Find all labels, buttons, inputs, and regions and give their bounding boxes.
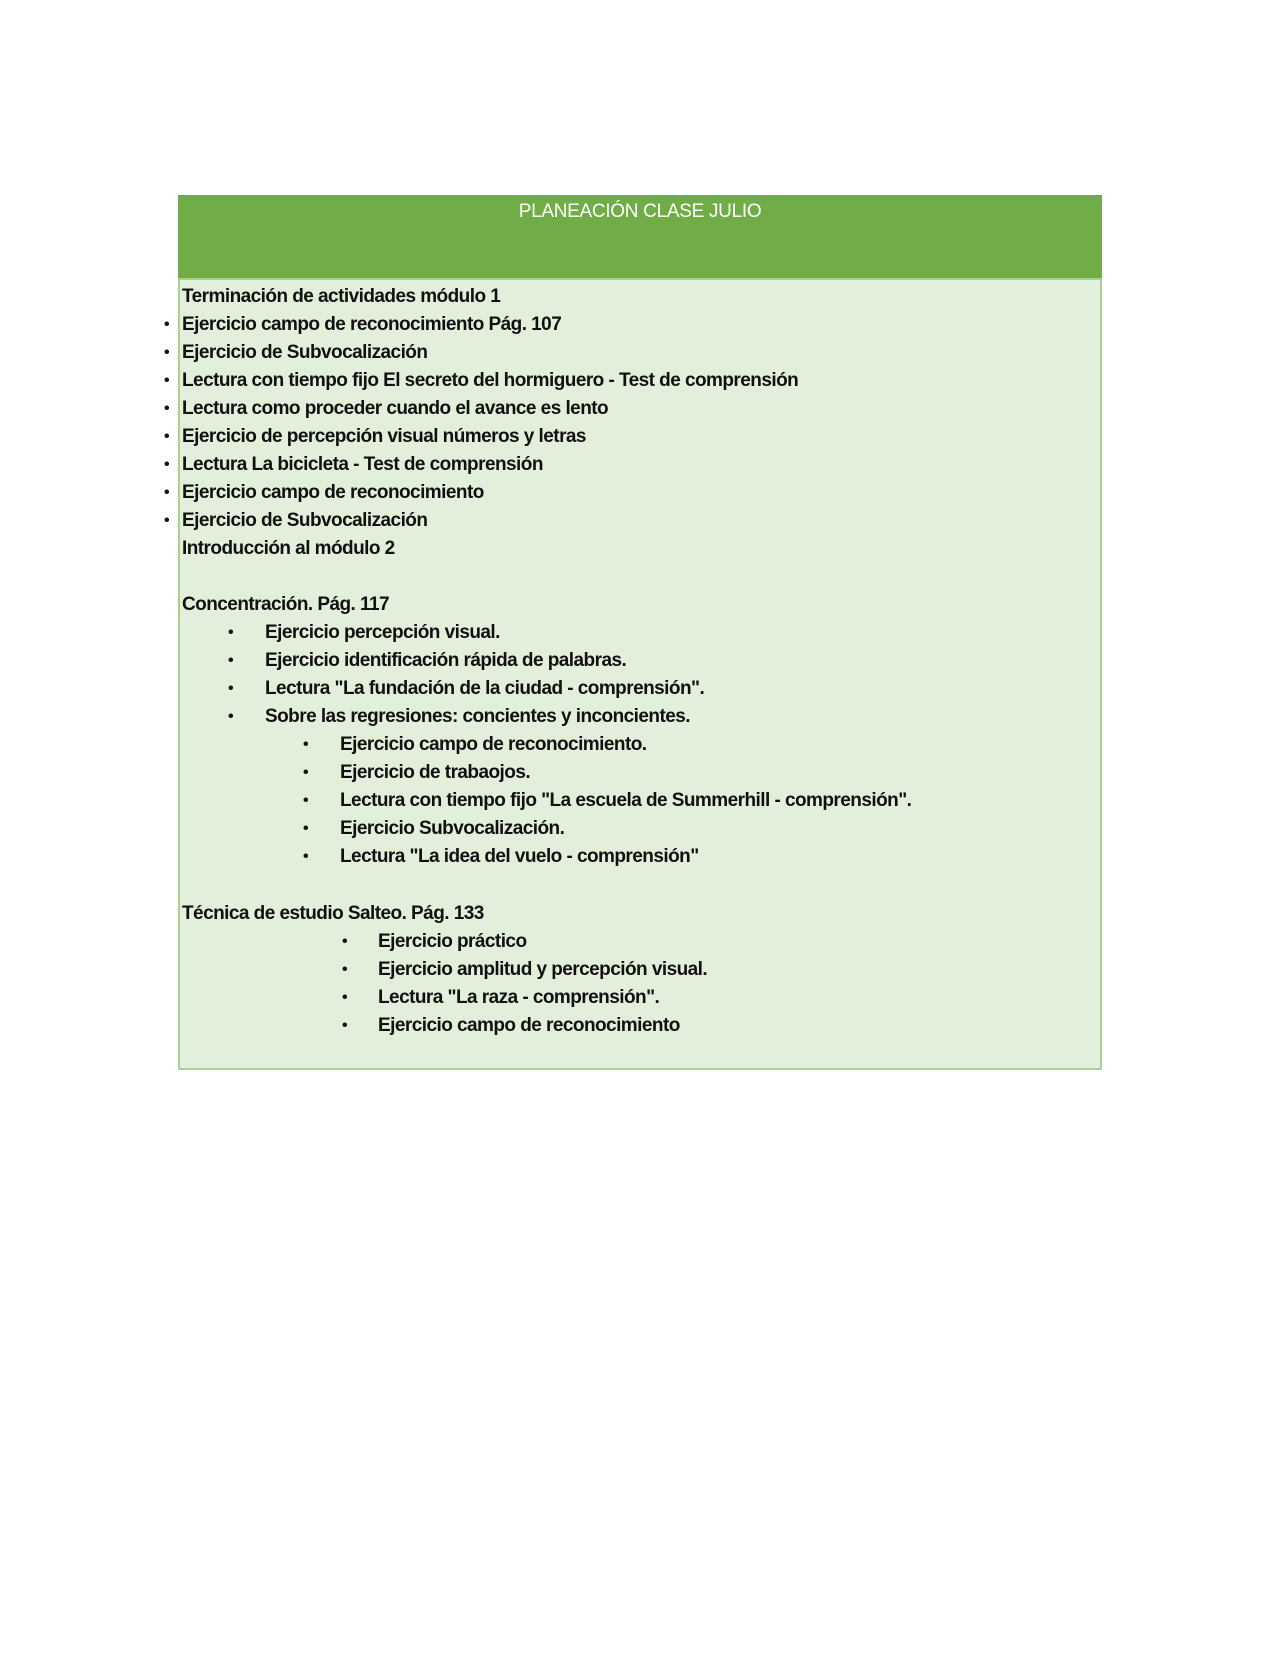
bullet-icon: • bbox=[303, 764, 309, 781]
list-item: Ejercicio de Subvocalización bbox=[182, 510, 428, 531]
section-heading: Terminación de actividades módulo 1 bbox=[182, 286, 501, 307]
bullet-icon: • bbox=[342, 961, 348, 978]
bullet-icon: • bbox=[164, 400, 170, 417]
planning-card-header bbox=[178, 195, 1102, 280]
bullet-icon: • bbox=[228, 708, 234, 725]
bullet-icon: • bbox=[303, 792, 309, 809]
list-item: Ejercicio amplitud y percepción visual. bbox=[378, 959, 708, 980]
list-item: Lectura La bicicleta - Test de comprensión bbox=[182, 454, 543, 475]
section-footer: Introducción al módulo 2 bbox=[182, 538, 395, 559]
list-item: Ejercicio campo de reconocimiento bbox=[182, 482, 484, 503]
bullet-icon: • bbox=[228, 624, 234, 641]
list-subitem: Lectura con tiempo fijo "La escuela de Summerhill - comprensión". bbox=[340, 790, 912, 811]
bullet-icon: • bbox=[228, 680, 234, 697]
bullet-icon: • bbox=[164, 456, 170, 473]
bullet-icon: • bbox=[303, 820, 309, 837]
list-item: Ejercicio de Subvocalización bbox=[182, 342, 428, 363]
bullet-icon: • bbox=[342, 989, 348, 1006]
list-item: Ejercicio percepción visual. bbox=[265, 622, 500, 643]
bullet-icon: • bbox=[342, 933, 348, 950]
bullet-icon: • bbox=[303, 736, 309, 753]
bullet-icon: • bbox=[164, 428, 170, 445]
bullet-icon: • bbox=[164, 344, 170, 361]
list-item: Ejercicio campo de reconocimiento bbox=[378, 1015, 680, 1036]
section-heading: Concentración. Pág. 117 bbox=[182, 594, 389, 615]
bullet-icon: • bbox=[303, 848, 309, 865]
list-subitem: Ejercicio de trabaojos. bbox=[340, 762, 531, 783]
bullet-icon: • bbox=[164, 316, 170, 333]
list-item: Ejercicio identificación rápida de palabras. bbox=[265, 650, 627, 671]
list-item: Lectura "La raza - comprensión". bbox=[378, 987, 660, 1008]
list-item: Lectura "La fundación de la ciudad - comprensión". bbox=[265, 678, 705, 699]
list-subitem: Ejercicio Subvocalización. bbox=[340, 818, 565, 839]
list-item: Lectura como proceder cuando el avance es lento bbox=[182, 398, 609, 419]
bullet-icon: • bbox=[164, 372, 170, 389]
list-item: Ejercicio práctico bbox=[378, 931, 527, 952]
list-item: Sobre las regresiones: concientes y inconcientes. bbox=[265, 706, 690, 727]
bullet-icon: • bbox=[342, 1017, 348, 1034]
list-subitem: Lectura "La idea del vuelo - comprensión" bbox=[340, 846, 699, 867]
page-title: PLANEACIÓN CLASE JULIO bbox=[518, 201, 762, 222]
section-heading: Técnica de estudio Salteo. Pág. 133 bbox=[182, 903, 484, 924]
list-item: Ejercicio de percepción visual números y letras bbox=[182, 426, 586, 447]
bullet-icon: • bbox=[228, 652, 234, 669]
list-item: Lectura con tiempo fijo El secreto del hormiguero - Test de comprensión bbox=[182, 370, 799, 391]
bullet-icon: • bbox=[164, 512, 170, 529]
list-subitem: Ejercicio campo de reconocimiento. bbox=[340, 734, 647, 755]
bullet-icon: • bbox=[164, 484, 170, 501]
list-item: Ejercicio campo de reconocimiento Pág. 107 bbox=[182, 314, 562, 335]
